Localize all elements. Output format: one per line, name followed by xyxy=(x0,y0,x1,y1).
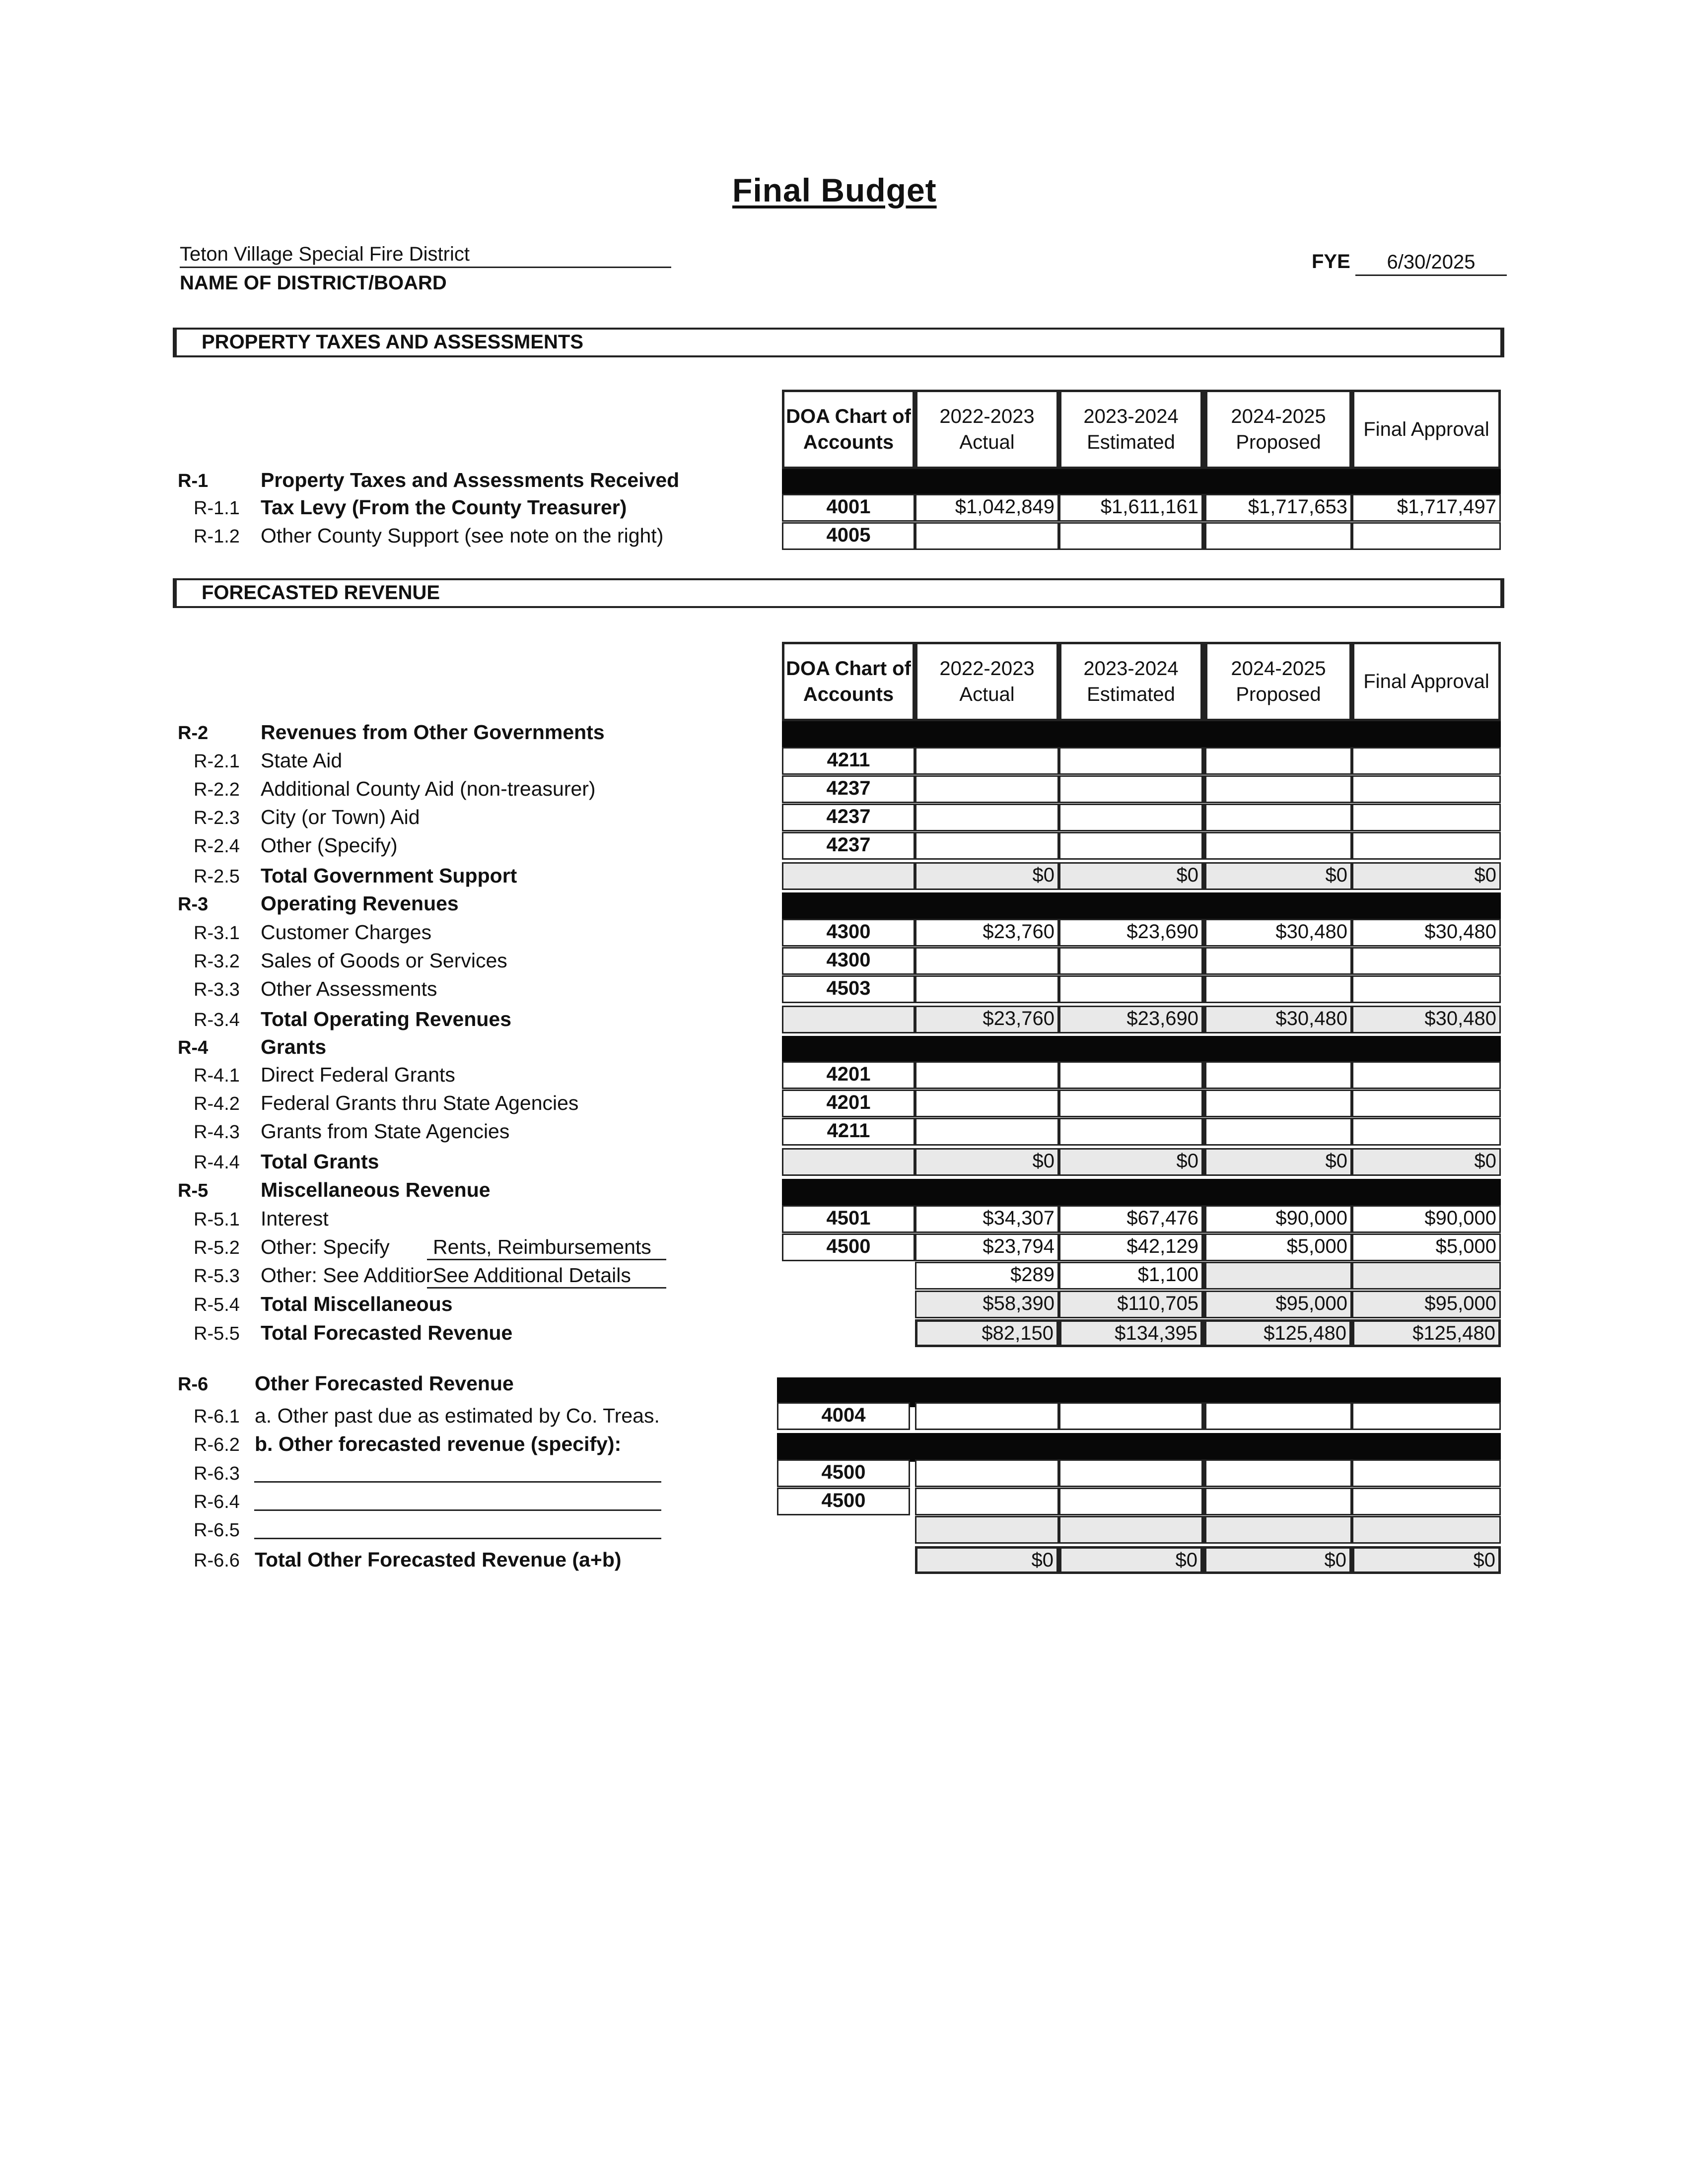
blank-line-r6_3[interactable] xyxy=(254,1481,661,1483)
value-final-r1_1[interactable]: $1,717,497 xyxy=(1352,494,1501,522)
row-specify-r5_2[interactable]: Rents, Reimbursements xyxy=(427,1235,666,1260)
value-proposed-r6_3[interactable] xyxy=(1203,1459,1352,1487)
doa-code-r3_1: 4300 xyxy=(782,919,915,947)
row-label-r2_1: State Aid xyxy=(261,749,343,772)
row-label-r3_1: Customer Charges xyxy=(261,921,432,944)
doa-code-r2_1: 4211 xyxy=(782,747,915,775)
row-id-r3_2: R-3.2 xyxy=(194,951,240,972)
col-header-proposed: 2024-2025 Proposed xyxy=(1203,390,1352,469)
value-actual-r1_2[interactable] xyxy=(915,522,1059,550)
value-final-r5_4[interactable]: $95,000 xyxy=(1352,1291,1501,1318)
blank-line-r6_5[interactable] xyxy=(254,1538,661,1539)
value-final-r5_3[interactable] xyxy=(1352,1262,1501,1290)
value-actual-r3_4[interactable]: $23,760 xyxy=(915,1006,1059,1033)
row-id-r6_6: R-6.6 xyxy=(194,1550,240,1571)
value-estimated-r6_1[interactable] xyxy=(1059,1402,1203,1430)
value-actual-r4_2[interactable] xyxy=(915,1090,1059,1117)
value-actual-r5_4[interactable]: $58,390 xyxy=(915,1291,1059,1318)
row-id-r2_4: R-2.4 xyxy=(194,836,240,857)
row-label-r4_2: Federal Grants thru State Agencies xyxy=(261,1092,579,1114)
row-id-r2: R-2 xyxy=(178,723,209,744)
row-label-r5: Miscellaneous Revenue xyxy=(261,1178,491,1201)
row-id-r3_1: R-3.1 xyxy=(194,923,240,944)
row-id-r3_4: R-3.4 xyxy=(194,1010,240,1030)
value-final-r4_2[interactable] xyxy=(1352,1090,1501,1117)
value-estimated-r2_4[interactable] xyxy=(1059,832,1203,860)
section-property-taxes xyxy=(173,328,1504,357)
section-bar-r2 xyxy=(782,721,1501,751)
row-id-r6_3: R-6.3 xyxy=(194,1463,240,1484)
row-label-r1_2: Other County Support (see note on the right) xyxy=(261,524,664,547)
row-label-r1: Property Taxes and Assessments Received xyxy=(261,469,680,491)
value-proposed-r4_3[interactable] xyxy=(1203,1118,1352,1146)
row-id-r5_4: R-5.4 xyxy=(194,1295,240,1315)
value-proposed-r5_2[interactable]: $5,000 xyxy=(1203,1233,1352,1261)
value-actual-r3_3[interactable] xyxy=(915,975,1059,1003)
district-label: NAME OF DISTRICT/BOARD xyxy=(180,272,447,294)
value-proposed-r1_1[interactable]: $1,717,653 xyxy=(1203,494,1352,522)
doa-code-r3_4 xyxy=(782,1006,915,1033)
row-id-r6_5: R-6.5 xyxy=(194,1520,240,1541)
row-label-r3_2: Sales of Goods or Services xyxy=(261,949,507,972)
doa-code-r3_2: 4300 xyxy=(782,947,915,975)
value-estimated-r5_4[interactable]: $110,705 xyxy=(1059,1291,1203,1318)
value-actual-r6_6[interactable]: $0 xyxy=(915,1546,1059,1574)
value-proposed-r6_5[interactable] xyxy=(1203,1516,1352,1544)
value-proposed-r3_3[interactable] xyxy=(1203,975,1352,1003)
value-estimated-r4_2[interactable] xyxy=(1059,1090,1203,1117)
value-proposed-r2_2[interactable] xyxy=(1203,775,1352,803)
row-label-r6_6: Total Other Forecasted Revenue (a+b) xyxy=(255,1548,622,1571)
value-estimated-r3_4[interactable]: $23,690 xyxy=(1059,1006,1203,1033)
section-bar-r6_2 xyxy=(777,1433,1501,1462)
value-proposed-r2_4[interactable] xyxy=(1203,832,1352,860)
value-actual-r2_5[interactable]: $0 xyxy=(915,862,1059,890)
row-id-r5: R-5 xyxy=(178,1180,209,1201)
value-estimated-r1_1[interactable]: $1,611,161 xyxy=(1059,494,1203,522)
value-final-r2_4[interactable] xyxy=(1352,832,1501,860)
col-header-doa: DOA Chart of Accounts xyxy=(782,390,915,469)
value-estimated-r5_2[interactable]: $42,129 xyxy=(1059,1233,1203,1261)
doa-code-r3_3: 4503 xyxy=(782,975,915,1003)
col-header-actual: 2022-2023 Actual xyxy=(915,390,1059,469)
value-actual-r3_1[interactable]: $23,760 xyxy=(915,919,1059,947)
col-header-proposed-2: 2024-2025 Proposed xyxy=(1203,642,1352,721)
row-id-r5_2: R-5.2 xyxy=(194,1237,240,1258)
value-final-r5_5[interactable]: $125,480 xyxy=(1352,1319,1501,1347)
district-name: Teton Village Special Fire District xyxy=(180,243,671,268)
value-actual-r2_3[interactable] xyxy=(915,804,1059,831)
row-id-r6_1: R-6.1 xyxy=(194,1406,240,1427)
col-header-final-2: Final Approval xyxy=(1352,642,1501,721)
value-final-r3_4[interactable]: $30,480 xyxy=(1352,1006,1501,1033)
value-final-r3_1[interactable]: $30,480 xyxy=(1352,919,1501,947)
value-final-r6_6[interactable]: $0 xyxy=(1352,1546,1501,1574)
value-final-r1_2[interactable] xyxy=(1352,522,1501,550)
row-label-r5_3: Other: See Additior xyxy=(261,1264,433,1287)
fye-value: 6/30/2025 xyxy=(1355,251,1507,276)
doa-code-r5_2: 4500 xyxy=(782,1233,915,1261)
row-label-r5_1: Interest xyxy=(261,1207,329,1230)
doa-code-r6_1: 4004 xyxy=(777,1402,910,1430)
row-id-r2_5: R-2.5 xyxy=(194,866,240,887)
value-actual-r6_1[interactable] xyxy=(915,1402,1059,1430)
value-final-r3_2[interactable] xyxy=(1352,947,1501,975)
value-final-r6_5[interactable] xyxy=(1352,1516,1501,1544)
value-estimated-r3_3[interactable] xyxy=(1059,975,1203,1003)
value-proposed-r5_5[interactable]: $125,480 xyxy=(1203,1319,1352,1347)
row-id-r5_3: R-5.3 xyxy=(194,1266,240,1287)
value-proposed-r3_2[interactable] xyxy=(1203,947,1352,975)
row-id-r1_2: R-1.2 xyxy=(194,526,240,547)
row-label-r3_4: Total Operating Revenues xyxy=(261,1008,512,1030)
row-label-r4_3: Grants from State Agencies xyxy=(261,1120,510,1143)
row-label-r3: Operating Revenues xyxy=(261,892,459,915)
value-actual-r3_2[interactable] xyxy=(915,947,1059,975)
value-actual-r1_1[interactable]: $1,042,849 xyxy=(915,494,1059,522)
row-id-r4_3: R-4.3 xyxy=(194,1122,240,1143)
row-label-r2_4: Other (Specify) xyxy=(261,834,398,857)
value-actual-r5_3[interactable]: $289 xyxy=(915,1262,1059,1290)
col-header-estimated-2: 2023-2024 Estimated xyxy=(1059,642,1203,721)
value-final-r5_2[interactable]: $5,000 xyxy=(1352,1233,1501,1261)
row-id-r4_2: R-4.2 xyxy=(194,1093,240,1114)
value-final-r6_3[interactable] xyxy=(1352,1459,1501,1487)
value-actual-r2_1[interactable] xyxy=(915,747,1059,775)
row-id-r2_3: R-2.3 xyxy=(194,808,240,828)
row-id-r4_1: R-4.1 xyxy=(194,1065,240,1086)
value-proposed-r2_1[interactable] xyxy=(1203,747,1352,775)
value-proposed-r6_1[interactable] xyxy=(1203,1402,1352,1430)
row-id-r6_2: R-6.2 xyxy=(194,1434,240,1455)
blank-line-r6_4[interactable] xyxy=(254,1509,661,1511)
value-estimated-r2_5[interactable]: $0 xyxy=(1059,862,1203,890)
value-final-r3_3[interactable] xyxy=(1352,975,1501,1003)
section-property-taxes-title: PROPERTY TAXES AND ASSESSMENTS xyxy=(202,331,584,353)
value-actual-r4_3[interactable] xyxy=(915,1118,1059,1146)
value-estimated-r6_5[interactable] xyxy=(1059,1516,1203,1544)
section-bar-r3 xyxy=(782,892,1501,921)
value-estimated-r2_1[interactable] xyxy=(1059,747,1203,775)
col-header-actual-2: 2022-2023 Actual xyxy=(915,642,1059,721)
row-specify-r5_3[interactable]: See Additional Details xyxy=(427,1264,666,1289)
value-proposed-r5_4[interactable]: $95,000 xyxy=(1203,1291,1352,1318)
value-proposed-r5_1[interactable]: $90,000 xyxy=(1203,1205,1352,1233)
value-actual-r6_4[interactable] xyxy=(915,1488,1059,1515)
value-estimated-r6_4[interactable] xyxy=(1059,1488,1203,1515)
col-header-final: Final Approval xyxy=(1352,390,1501,469)
value-final-r6_1[interactable] xyxy=(1352,1402,1501,1430)
value-proposed-r4_4[interactable]: $0 xyxy=(1203,1148,1352,1176)
doa-code-r6_3: 4500 xyxy=(777,1459,910,1487)
value-estimated-r4_4[interactable]: $0 xyxy=(1059,1148,1203,1176)
doa-code-r4_1: 4201 xyxy=(782,1061,915,1089)
value-estimated-r1_2[interactable] xyxy=(1059,522,1203,550)
doa-code-r6_4: 4500 xyxy=(777,1488,910,1515)
doa-code-r2_5 xyxy=(782,862,915,890)
doa-code-r1_1: 4001 xyxy=(782,494,915,522)
value-proposed-r2_5[interactable]: $0 xyxy=(1203,862,1352,890)
row-label-r6_2: b. Other forecasted revenue (specify): xyxy=(255,1433,622,1455)
value-proposed-r6_6[interactable]: $0 xyxy=(1203,1546,1352,1574)
value-proposed-r1_2[interactable] xyxy=(1203,522,1352,550)
value-final-r2_2[interactable] xyxy=(1352,775,1501,803)
value-proposed-r4_2[interactable] xyxy=(1203,1090,1352,1117)
doa-code-r5_1: 4501 xyxy=(782,1205,915,1233)
value-proposed-r4_1[interactable] xyxy=(1203,1061,1352,1089)
section-forecasted-revenue xyxy=(173,578,1504,608)
row-label-r2_2: Additional County Aid (non-treasurer) xyxy=(261,777,596,800)
row-id-r5_1: R-5.1 xyxy=(194,1209,240,1230)
row-label-r6_1: a. Other past due as estimated by Co. Treas. xyxy=(255,1404,660,1427)
value-final-r2_5[interactable]: $0 xyxy=(1352,862,1501,890)
value-actual-r2_4[interactable] xyxy=(915,832,1059,860)
value-final-r4_1[interactable] xyxy=(1352,1061,1501,1089)
section-bar-r4 xyxy=(782,1036,1501,1065)
doa-code-r4_4 xyxy=(782,1148,915,1176)
doa-code-r4_2: 4201 xyxy=(782,1090,915,1117)
value-final-r4_3[interactable] xyxy=(1352,1118,1501,1146)
value-actual-r5_5[interactable]: $82,150 xyxy=(915,1319,1059,1347)
value-proposed-r5_3[interactable] xyxy=(1203,1262,1352,1290)
row-id-r6: R-6 xyxy=(178,1374,209,1395)
value-estimated-r3_1[interactable]: $23,690 xyxy=(1059,919,1203,947)
row-label-r2: Revenues from Other Governments xyxy=(261,721,605,744)
value-final-r5_1[interactable]: $90,000 xyxy=(1352,1205,1501,1233)
value-final-r2_3[interactable] xyxy=(1352,804,1501,831)
value-proposed-r3_4[interactable]: $30,480 xyxy=(1203,1006,1352,1033)
row-id-r2_2: R-2.2 xyxy=(194,779,240,800)
value-proposed-r3_1[interactable]: $30,480 xyxy=(1203,919,1352,947)
value-proposed-r2_3[interactable] xyxy=(1203,804,1352,831)
doa-code-r2_2: 4237 xyxy=(782,775,915,803)
value-estimated-r2_2[interactable] xyxy=(1059,775,1203,803)
fye-label: FYE xyxy=(1312,251,1350,273)
value-actual-r5_1[interactable]: $34,307 xyxy=(915,1205,1059,1233)
value-actual-r5_2[interactable]: $23,794 xyxy=(915,1233,1059,1261)
row-label-r4_4: Total Grants xyxy=(261,1150,379,1173)
row-id-r1_1: R-1.1 xyxy=(194,498,240,519)
row-label-r2_5: Total Government Support xyxy=(261,864,517,887)
row-label-r3_3: Other Assessments xyxy=(261,977,437,1000)
doa-code-r2_3: 4237 xyxy=(782,804,915,831)
row-id-r3: R-3 xyxy=(178,894,209,915)
value-final-r6_4[interactable] xyxy=(1352,1488,1501,1515)
row-label-r5_4: Total Miscellaneous xyxy=(261,1293,453,1315)
value-actual-r6_3[interactable] xyxy=(915,1459,1059,1487)
value-estimated-r5_5[interactable]: $134,395 xyxy=(1059,1319,1203,1347)
row-label-r6: Other Forecasted Revenue xyxy=(255,1372,514,1395)
value-final-r2_1[interactable] xyxy=(1352,747,1501,775)
doa-code-r1_2: 4005 xyxy=(782,522,915,550)
value-estimated-r2_3[interactable] xyxy=(1059,804,1203,831)
section-bar-r1 xyxy=(782,469,1501,496)
row-id-r4_4: R-4.4 xyxy=(194,1152,240,1173)
col-header-doa-2: DOA Chart of Accounts xyxy=(782,642,915,721)
value-estimated-r3_2[interactable] xyxy=(1059,947,1203,975)
value-estimated-r5_3[interactable]: $1,100 xyxy=(1059,1262,1203,1290)
doa-code-r2_4: 4237 xyxy=(782,832,915,860)
value-estimated-r4_3[interactable] xyxy=(1059,1118,1203,1146)
doa-code-r4_3: 4211 xyxy=(782,1118,915,1146)
section-bar-r5 xyxy=(782,1179,1501,1208)
row-id-r1: R-1 xyxy=(178,471,209,491)
row-id-r6_4: R-6.4 xyxy=(194,1492,240,1512)
row-label-r2_3: City (or Town) Aid xyxy=(261,806,420,828)
row-label-r5_5: Total Forecasted Revenue xyxy=(261,1321,513,1344)
row-label-r4_1: Direct Federal Grants xyxy=(261,1063,455,1086)
value-actual-r6_5[interactable] xyxy=(915,1516,1059,1544)
value-final-r4_4[interactable]: $0 xyxy=(1352,1148,1501,1176)
row-label-r4: Grants xyxy=(261,1035,327,1058)
row-label-r1_1: Tax Levy (From the County Treasurer) xyxy=(261,496,627,519)
value-estimated-r6_6[interactable]: $0 xyxy=(1059,1546,1203,1574)
col-header-estimated: 2023-2024 Estimated xyxy=(1059,390,1203,469)
value-actual-r4_1[interactable] xyxy=(915,1061,1059,1089)
value-estimated-r4_1[interactable] xyxy=(1059,1061,1203,1089)
value-estimated-r6_3[interactable] xyxy=(1059,1459,1203,1487)
value-proposed-r6_4[interactable] xyxy=(1203,1488,1352,1515)
row-id-r5_5: R-5.5 xyxy=(194,1323,240,1344)
section-forecasted-revenue-title: FORECASTED REVENUE xyxy=(202,582,440,604)
value-estimated-r5_1[interactable]: $67,476 xyxy=(1059,1205,1203,1233)
value-actual-r2_2[interactable] xyxy=(915,775,1059,803)
row-id-r4: R-4 xyxy=(178,1037,209,1058)
row-id-r2_1: R-2.1 xyxy=(194,751,240,772)
page-title: Final Budget xyxy=(732,172,937,208)
value-actual-r4_4[interactable]: $0 xyxy=(915,1148,1059,1176)
row-label-r5_2: Other: Specify xyxy=(261,1235,390,1258)
row-id-r3_3: R-3.3 xyxy=(194,979,240,1000)
